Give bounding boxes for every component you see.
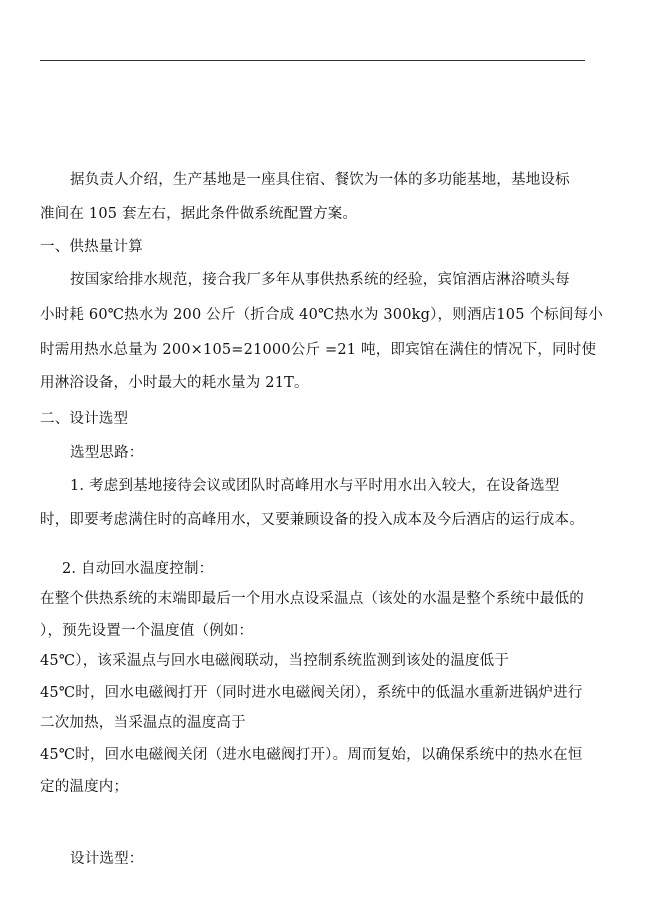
- intro-line-2: 准间在 105 套左右，据此条件做系统配置方案。: [40, 206, 358, 222]
- section2-heading: 二、设计选型: [40, 411, 129, 427]
- item2-line-7: 定的温度内；: [40, 779, 129, 795]
- section1-line-4: 用淋浴设备，小时最大的耗水量为 21T。: [40, 375, 309, 391]
- section1-line-3: 时需用热水总量为 200×105=21000公斤 =21 吨，即宾馆在满住的情况下，同时使: [40, 342, 597, 358]
- header-rule: [40, 60, 585, 61]
- item1-line-1: 1. 考虑到基地接待会议或团队时高峰用水与平时用水出入较大，在设备选型: [70, 478, 560, 494]
- item2-heading: 2. 自动回水温度控制：: [62, 561, 214, 577]
- section1-heading: 一、供热量计算: [40, 239, 143, 255]
- section1-line-1: 按国家给排水规范，接合我厂多年从事供热系统的经验，宾馆酒店淋浴喷头每: [70, 272, 570, 288]
- item2-line-5: 二次加热，当采温点的温度高于: [40, 715, 246, 731]
- design-type-label: 设计选型：: [70, 851, 144, 867]
- intro-line-1: 据负责人介绍，生产基地是一座具住宿、餐饮为一体的多功能基地，基地设标: [70, 172, 570, 188]
- item2-line-4: 45℃时，回水电磁阀打开（同时进水电磁阀关闭），系统中的低温水重新进锅炉进行: [40, 685, 583, 701]
- item2-line-2: ），预先设置一个温度值（例如：: [40, 623, 254, 639]
- item2-line-3: 45℃），该采温点与回水电磁阀联动，当控制系统监测到该处的温度低于: [40, 653, 510, 669]
- section1-line-2: 小时耗 60℃热水为 200 公斤（折合成 40℃热水为 300kg），则酒店105 个标间每小: [40, 307, 603, 323]
- item2-line-6: 45℃时，回水电磁阀关闭（进水电磁阀打开）。周而复始，以确保系统中的热水在恒: [40, 747, 583, 763]
- item2-line-1: 在整个供热系统的末端即最后一个用水点设采温点（该处的水温是整个系统中最低的: [40, 591, 584, 607]
- item1-line-2: 时，即要考虑满住时的高峰用水，又要兼顾设备的投入成本及今后酒店的运行成本。: [40, 512, 584, 528]
- design-idea-label: 选型思路：: [70, 445, 144, 461]
